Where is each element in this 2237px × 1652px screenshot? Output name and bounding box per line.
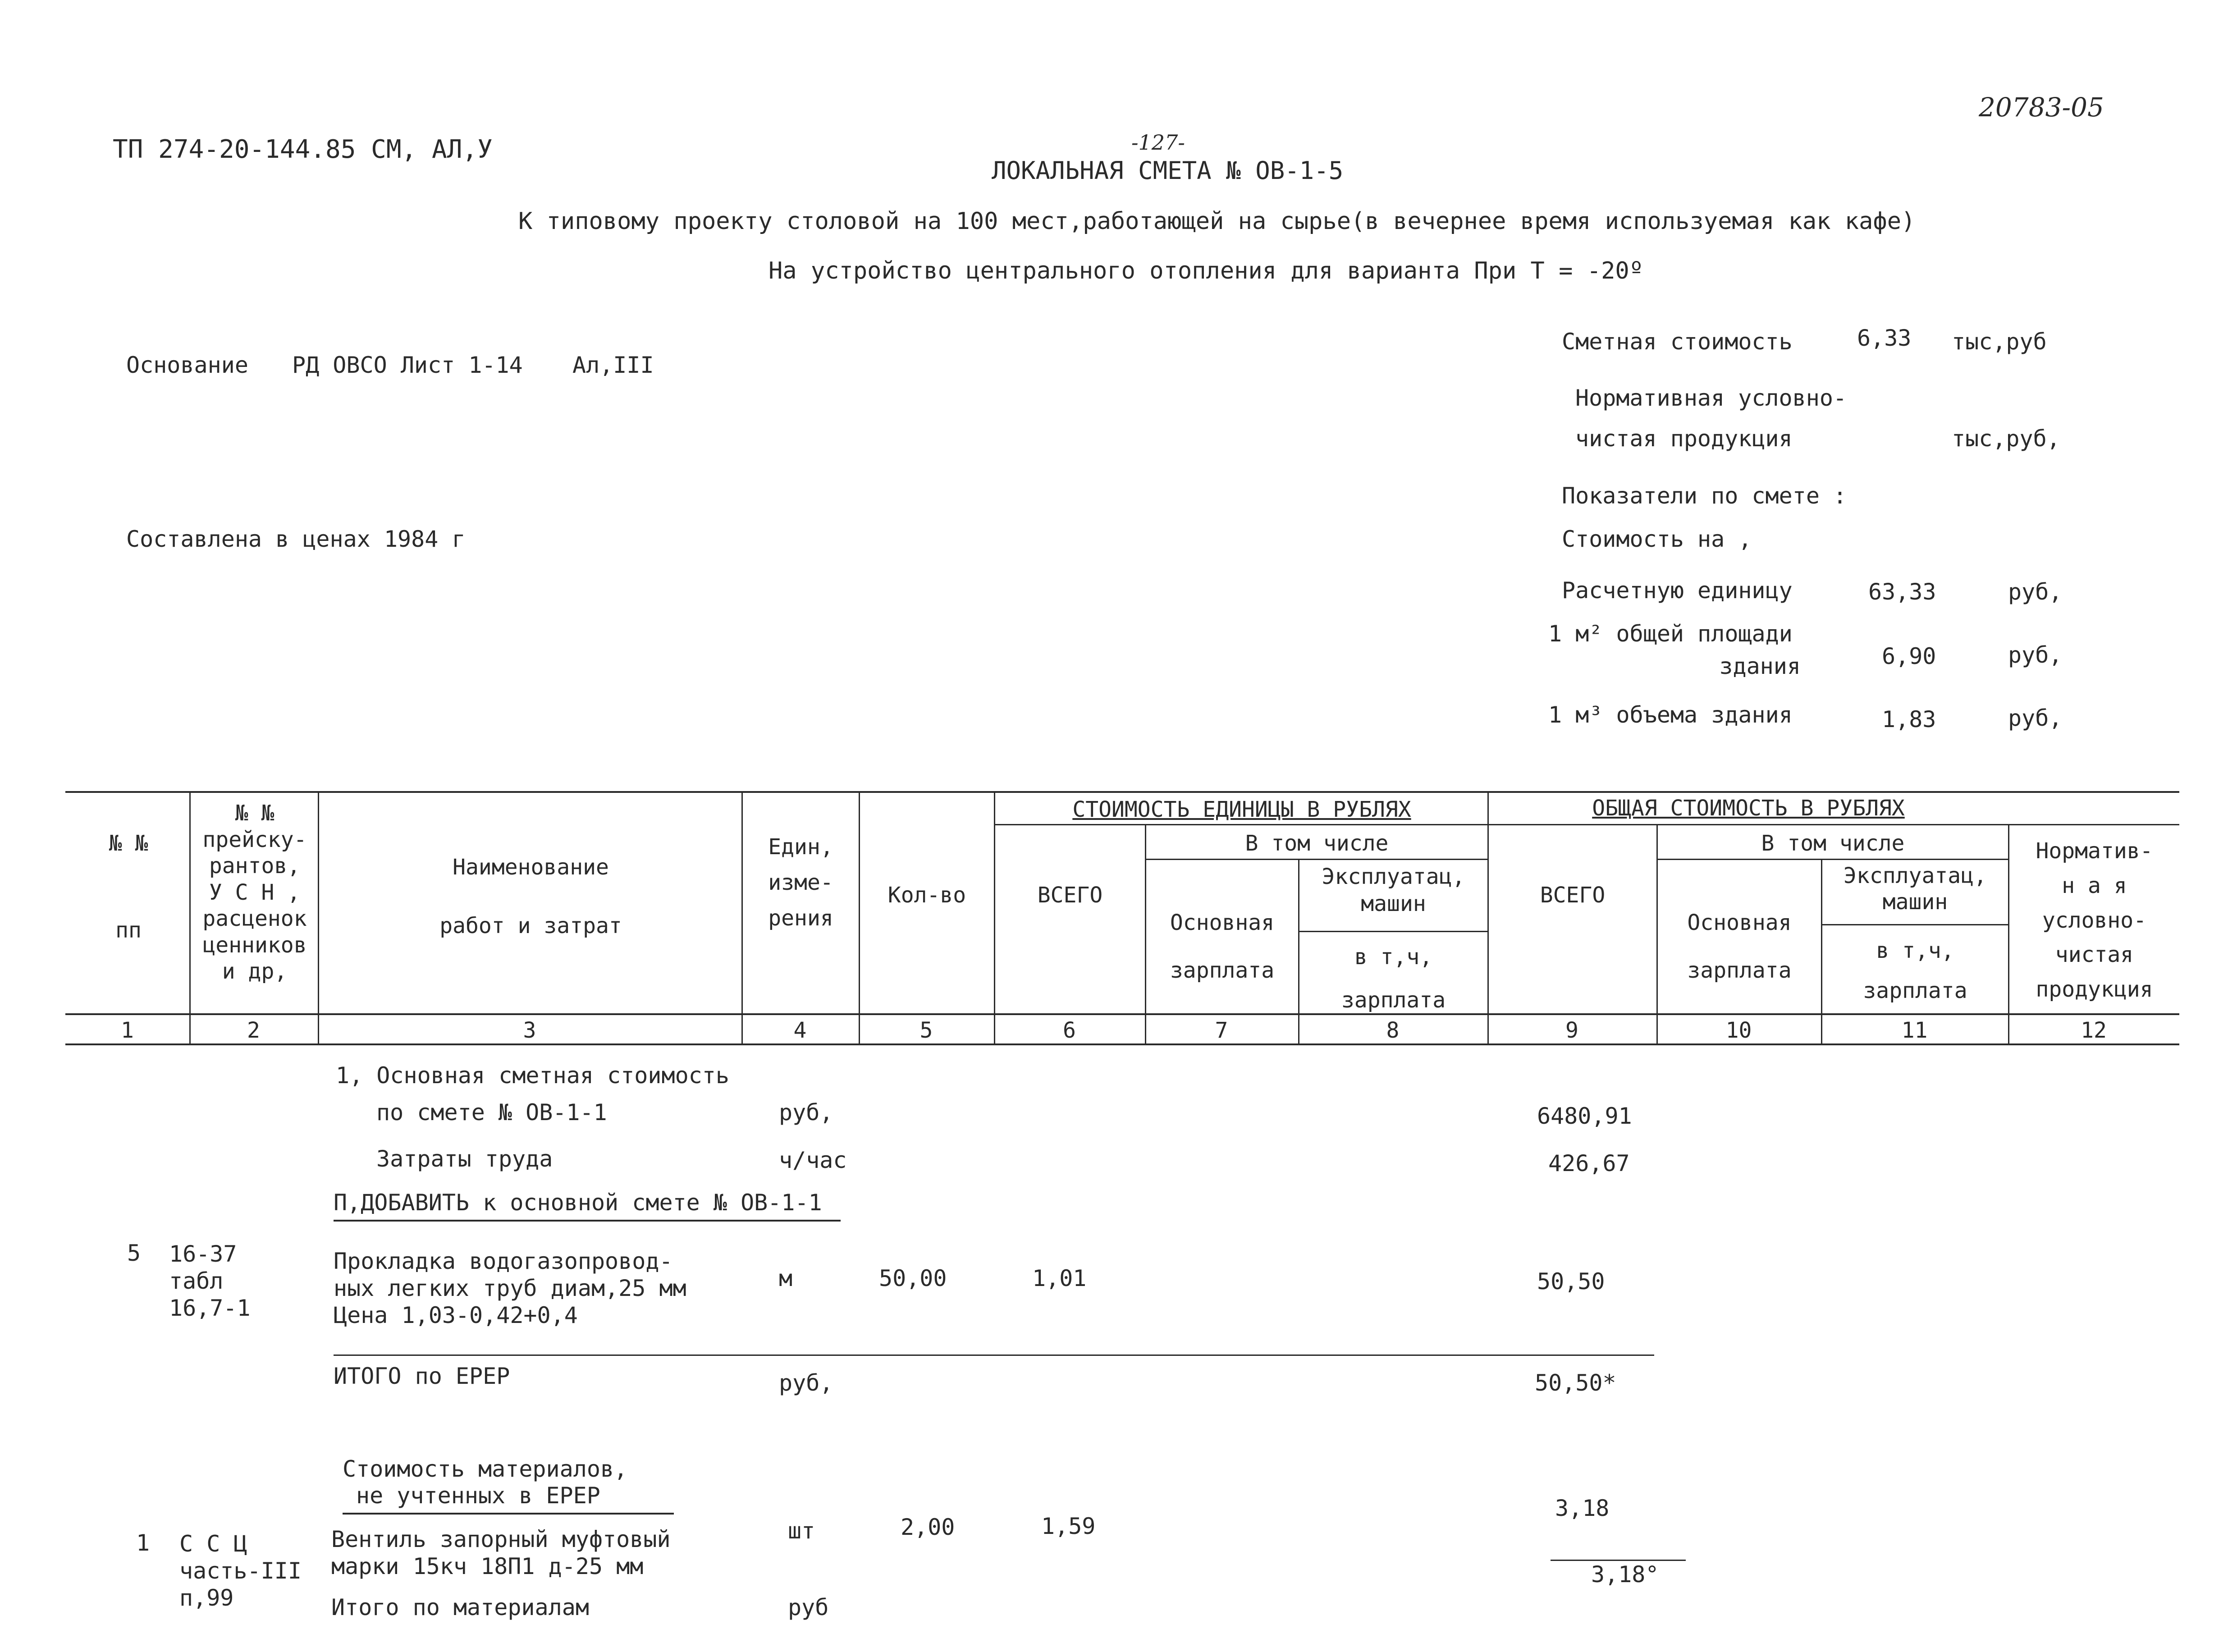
basis-label: Основание bbox=[126, 352, 248, 378]
unit: шт bbox=[788, 1518, 815, 1544]
unit-cost-unit: руб, bbox=[2008, 579, 2063, 605]
column-header-unit-base-salary: Основная зарплата bbox=[1170, 910, 1275, 983]
area-label-line2: здания bbox=[1719, 653, 1801, 679]
unit-cost-including-header: В том числе bbox=[1245, 831, 1389, 856]
estimated-cost-label: Сметная стоимость bbox=[1562, 329, 1793, 355]
price-code: С С Ц часть-III п,99 bbox=[179, 1531, 302, 1611]
quantity: 2,00 bbox=[901, 1514, 955, 1540]
item-number: 5 bbox=[127, 1240, 141, 1266]
area-label-line1: 1 м² общей площади bbox=[1548, 621, 1793, 647]
volume-cost-value: 1,83 bbox=[1882, 706, 1936, 732]
column-header-total: ВСЕГО bbox=[1540, 883, 1606, 908]
row-divider bbox=[334, 1355, 1654, 1356]
row-divider bbox=[1551, 1560, 1686, 1561]
volume-cost-unit: руб, bbox=[2008, 705, 2063, 731]
normative-label-line2: чистая продукция bbox=[1575, 426, 1793, 452]
column-header-unit: Един, изме- рения bbox=[768, 834, 833, 931]
column-header-unit-total: ВСЕГО bbox=[1037, 883, 1103, 908]
project-code: ТП 274-20-144.85 СМ, АЛ,У bbox=[113, 135, 493, 164]
document-subtitle: К типовому проекту столовой на 100 мест,работающей на сырье(в вечернее время используемая как кафе) bbox=[518, 208, 1916, 235]
total-cost: 426,67 bbox=[1548, 1150, 1630, 1176]
column-header-work-name: Наименование работ и затрат bbox=[439, 855, 622, 938]
total-cost: 6480,91 bbox=[1537, 1103, 1632, 1129]
area-cost-unit: руб, bbox=[2008, 642, 2063, 668]
price-code: 16-37 табл 16,7-1 bbox=[169, 1241, 251, 1321]
document-title: ЛОКАЛЬНАЯ СМЕТА № ОВ-1-5 bbox=[992, 156, 1344, 185]
column-header-quantity: Кол-во bbox=[887, 883, 966, 908]
column-header-total-machine-operation: Эксплуатац, машин bbox=[1844, 863, 1987, 915]
area-cost-value: 6,90 bbox=[1882, 643, 1936, 669]
column-header-normative-product: Норматив- н а я условно- чистая продукция bbox=[2036, 838, 2153, 1002]
unit-cost-label: Расчетную единицу bbox=[1562, 577, 1793, 604]
work-name: Вентиль запорный муфтовый марки 15кч 18П1 д-25 мм bbox=[331, 1526, 671, 1579]
total-cost: 3,18° bbox=[1591, 1561, 1659, 1588]
column-header-total-machine-salary: в т,ч, зарплата bbox=[1863, 938, 1967, 1003]
basis-value: РД ОВСО Лист 1-14 bbox=[292, 352, 523, 378]
unit: руб, bbox=[779, 1099, 833, 1126]
unit: руб bbox=[788, 1594, 829, 1620]
cost-on-label: Стоимость на , bbox=[1562, 526, 1752, 552]
column-header-item-number: № № пп bbox=[109, 831, 148, 943]
indicators-label: Показатели по смете : bbox=[1562, 483, 1847, 509]
document-purpose: На устройство центрального отопления для варианта При Т = -20º bbox=[769, 257, 1644, 284]
work-name: 1, Основная сметная стоимость bbox=[336, 1062, 729, 1089]
column-header-total-base-salary: Основная зарплата bbox=[1687, 910, 1792, 983]
unit-cost-group-header: СТОИМОСТЬ ЕДИНИЦЫ В РУБЛЯХ bbox=[1072, 797, 1411, 822]
work-name: Прокладка водогазопровод- ных легких труб диам,25 мм Цена 1,03-0,42+0,4 bbox=[334, 1248, 686, 1328]
unit-cost-value: 63,33 bbox=[1868, 579, 1936, 605]
price-level: Составлена в ценах 1984 г bbox=[126, 526, 466, 552]
estimated-cost-value: 6,33 bbox=[1857, 325, 1912, 351]
total-cost: 50,50 bbox=[1537, 1268, 1605, 1295]
total-cost: 50,50* bbox=[1535, 1370, 1616, 1396]
document-stamp-number: 20783-05 bbox=[1979, 92, 2104, 123]
column-header-unit-machine-operation: Эксплуатац, машин bbox=[1322, 864, 1465, 916]
page-number: -127- bbox=[1131, 130, 1185, 155]
work-name: Итого по материалам bbox=[331, 1594, 589, 1620]
unit-cost: 1,01 bbox=[1032, 1265, 1087, 1291]
estimated-cost-unit: тыс,руб bbox=[1952, 329, 2047, 355]
section-heading-materials: Стоимость материалов, не учтенных в ЕРЕР bbox=[343, 1456, 674, 1515]
work-name: ИТОГО по ЕРЕР bbox=[334, 1363, 510, 1389]
work-name: по смете № ОВ-1-1 bbox=[376, 1099, 607, 1126]
section-heading-add: П,ДОБАВИТЬ к основной смете № ОВ-1-1 bbox=[334, 1190, 841, 1222]
unit: руб, bbox=[779, 1370, 833, 1396]
work-name: Затраты труда bbox=[376, 1146, 553, 1172]
item-number: 1 bbox=[136, 1530, 150, 1556]
basis-album: Ал,III bbox=[572, 352, 654, 378]
unit-cost: 1,59 bbox=[1041, 1513, 1096, 1539]
quantity: 50,00 bbox=[879, 1265, 947, 1291]
total-cost-group-header: ОБЩАЯ СТОИМОСТЬ В РУБЛЯХ bbox=[1592, 796, 1905, 821]
column-header-unit-machine-salary: в т,ч, зарплата bbox=[1341, 944, 1446, 1013]
normative-label-line1: Нормативная условно- bbox=[1575, 385, 1847, 411]
total-cost-including-header: В том числе bbox=[1761, 831, 1905, 856]
unit: м bbox=[779, 1265, 793, 1291]
column-header-price-list-code: № № прейску- рантов, У С Н , расценок ценников и др, bbox=[202, 801, 307, 984]
materials-total-cost: 3,18 bbox=[1555, 1495, 1610, 1521]
unit: ч/час bbox=[779, 1147, 847, 1173]
normative-unit: тыс,руб, bbox=[1952, 426, 2060, 452]
volume-label: 1 м³ объема здания bbox=[1548, 702, 1793, 728]
